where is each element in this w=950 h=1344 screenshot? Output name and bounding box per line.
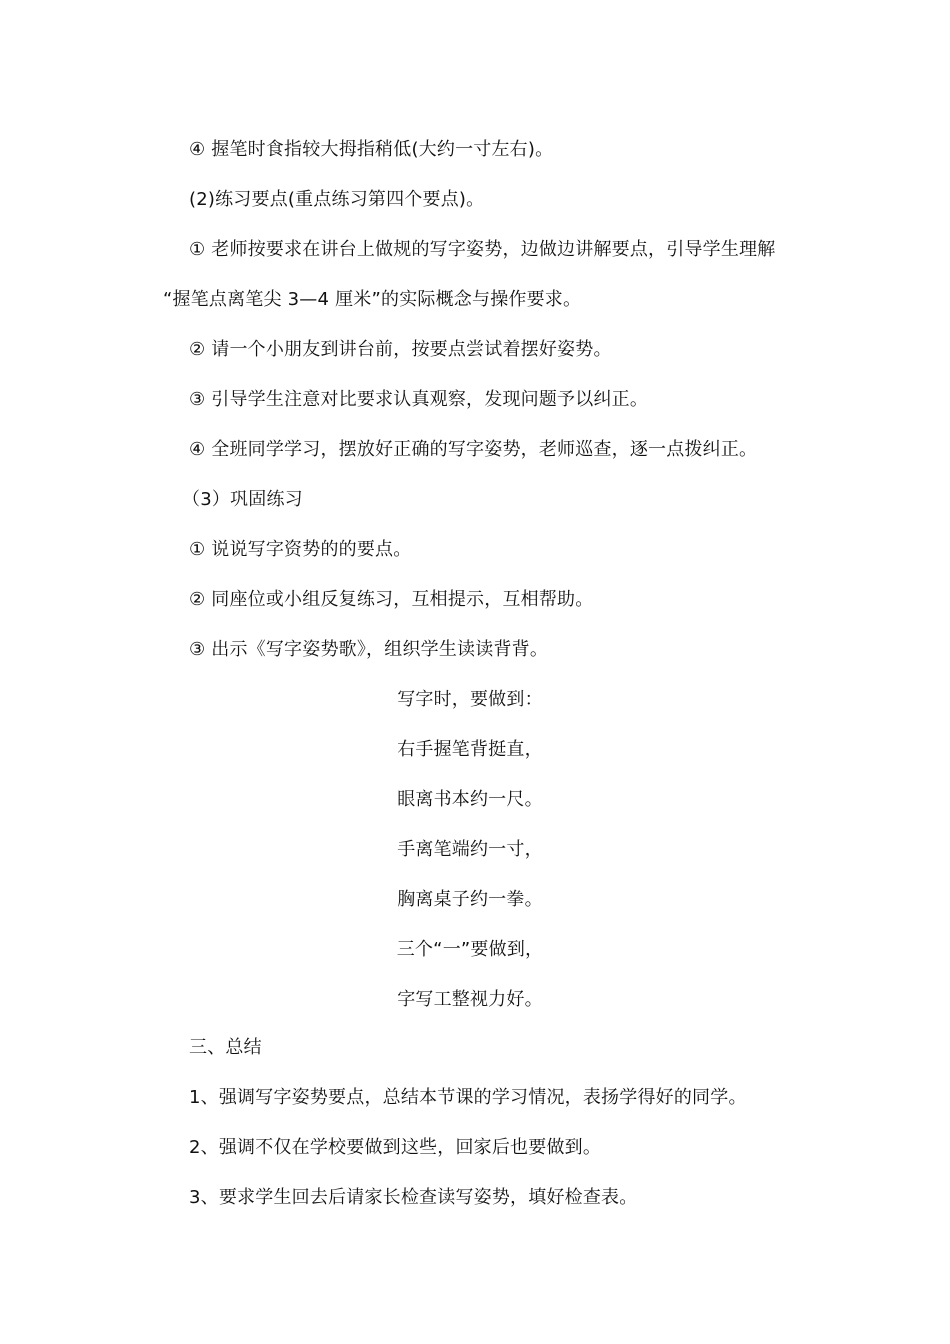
paragraph-pair-practice: ② 同座位或小组反复练习，互相提示，互相帮助。 [189,589,594,610]
poem-line: 写字时，要做到： [397,689,543,710]
paragraph-show-song: ③ 出示《写字姿势歌》，组织学生读读背背。 [189,639,549,660]
paragraph-step-4-grip: ④ 握笔时食指较大拇指稍低(大约一寸左右)。 [189,139,554,160]
paragraph-practice-points-heading: (2)练习要点(重点练习第四个要点)。 [189,189,485,210]
poem-line: 右手握笔背挺直， [397,739,543,760]
paragraph-child-to-front: ② 请一个小朋友到讲台前，按要点尝试着摆好姿势。 [189,339,612,360]
poem-line: 手离笔端约一寸， [397,839,543,860]
summary-item: 3、要求学生回去后请家长检查读写姿势，填好检查表。 [189,1187,638,1208]
summary-heading: 三、总结 [189,1037,262,1058]
paragraph-talk-points: ① 说说写字资势的的要点。 [189,539,412,560]
paragraph-observe-correct: ③ 引导学生注意对比要求认真观察，发现问题予以纠正。 [189,389,649,410]
poem-line: 胸离桌子约一拳。 [397,889,543,910]
paragraph-whole-class: ④ 全班同学学习，摆放好正确的写字姿势，老师巡查，逐一点拨纠正。 [189,439,758,460]
poem-line: 三个“一”要做到， [396,939,544,960]
summary-item: 1、强调写字姿势要点，总结本节课的学习情况，表扬学得好的同学。 [189,1087,747,1108]
poem-line: 字写工整视力好。 [397,989,543,1010]
summary-item: 2、强调不仅在学校要做到这些，回家后也要做到。 [189,1137,602,1158]
paragraph-teacher-demo: ① 老师按要求在讲台上做规的写字姿势，边做边讲解要点，引导学生理解 [189,239,776,260]
paragraph-consolidation-heading: （3）巩固练习 [182,489,303,510]
poem-line: 眼离书本约一尺。 [397,789,543,810]
paragraph-teacher-demo-continued: “握笔点离笔尖 3—4 厘米”的实际概念与操作要求。 [163,289,582,310]
